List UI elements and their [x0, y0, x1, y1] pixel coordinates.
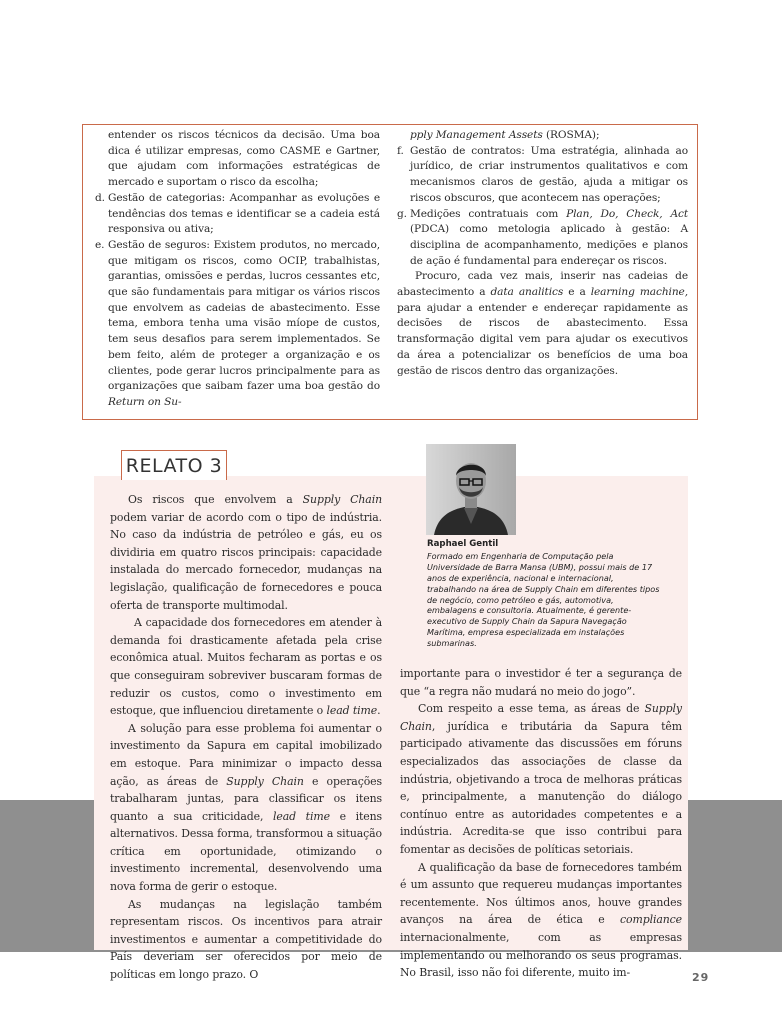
top-text-box: [82, 124, 698, 420]
relato-paragraph-2: A capacidade dos fornecedores em atender à demanda foi drasticamente afetada pela crise econômica atual. Muitos fecharam as portas e os que conseguiram sobreviver buscaram formas de reduzir os custos, como o investimento em estoque, que influenciou diretamente o lead time.: [110, 616, 382, 718]
list-item-d: d. Gestão de categorias: Acompanhar as evoluções e tendências dos temas e identificar se a cadeia está responsiva ou ativa;: [95, 191, 380, 236]
author-photo: [426, 444, 516, 535]
relato-paragraph-5: importante para o investidor é ter a segurança de que “a regra não mudará no meio do jogo”.: [400, 667, 682, 698]
author-description: Formado em Engenharia de Computação pela Universidade de Barra Mansa (UBM), possui mais de 17 anos de experiência, nacional e internacional, trabalhando na área de Supply Chain em diferentes tipos de negócio, como petróleo e gás, automotiva, embalagens e consultoria. Atualmente, é gerente-executivo de Supply Chain da Sapura Navegação Marítima, empresa especializada em instalações submarinas.: [427, 550, 660, 649]
relato-paragraph-6: Com respeito a esse tema, as áreas de Supply Chain, jurídica e tributária da Sapura têm participado ativamente das discussões em fóruns especializados das associações de classe da indústria, objetivando a troca de melhoras práticas e, principalmente, a manutenção do diálogo contínuo entre as autoridades competentes e a indústria. Acredita-se que isso contribui para fomentar as decisões de políticas setoriais.: [400, 702, 682, 856]
relato-paragraph-4: As mudanças na legislação também representam riscos. Os incentivos para atrair investimentos e aumentar a competitividade do País deveriam ser oferecidos por meio de políticas em longo prazo. O: [110, 897, 382, 982]
portrait-image: [426, 444, 516, 535]
relato-heading: RELATO 3: [121, 450, 227, 480]
list-item-f: f. Gestão de contratos: Uma estratégia, alinhada ao jurídico, de criar instrumentos qualitativos e com mecanismos claros de gestão, ajuda a mitigar os riscos obscuros, que acontecem nas operações;: [397, 144, 688, 204]
page-number: 29: [692, 971, 710, 984]
closing-paragraph: Procuro, cada vez mais, inserir nas cadeias de abastecimento a data analitics e a learning machine, para ajudar a entender e endereçar rapidamente as decisões de riscos de abastecimento. Essa transformação digital vem para ajudar os executivos da área a potencializar os benefícios de uma boa gestão de riscos dentro das organizações.: [397, 270, 688, 377]
relato-right-column: [400, 665, 682, 982]
author-bio: [427, 539, 663, 649]
continued-item: pply Management Assets (ROSMA);: [410, 129, 600, 141]
author-name: Raphael Gentil: [427, 539, 499, 549]
continued-paragraph: entender os riscos técnicos da decisão. Uma boa dica é utilizar empresas, como CASME e Gartner, que ajudam com informações estratégicas de mercado e suportam o risco da escolha;: [108, 129, 380, 189]
relato-paragraph-3: A solução para esse problema foi aumentar o investimento da Sapura em capital imobilizado em estoque. Para minimizar o impacto dessa ação, as áreas de Supply Chain e operações trabalharam juntas, para classificar os itens quanto a sua criticidade, lead time e itens alternativos. Dessa forma, transformou a situação crítica em oportunidade, otimizando o investimento incremental, desenvolvendo uma nova forma de gerir o estoque.: [110, 721, 382, 894]
relato-paragraph-1: Os riscos que envolvem a Supply Chain podem variar de acordo com o tipo de indústria. No caso da indústria de petróleo e gás, eu os dividiria em quatro riscos principais: capacidade instalada do mercado fornecedor, mudanças na legislação, qualificação de fornecedores e pouca oferta de transporte multimodal.: [110, 493, 382, 612]
relato-left-column: [110, 491, 382, 984]
list-item-e: e. Gestão de seguros: Existem produtos, no mercado, que mitigam os riscos, como OCIP, trabalhistas, garantias, omissões e perdas, lucros cessantes etc, que são fundamentais para mitigar os vários riscos que envolvem as cadeias de abastecimento. Esse tema, embora tenha uma visão míope de custos, tem seus desafios para serem implementados. Se bem feito, além de proteger a organização e os clientes, pode gerar lucros principalmente para as organizações que saibam fazer uma boa gestão do Return on Su-: [95, 238, 380, 408]
list-item-g: g. Medições contratuais com Plan, Do, Check, Act (PDCA) como metologia aplicado à gestão: A disciplina de acompanhamento, medições e planos de ação é fundamental para endereçar os riscos.: [397, 207, 688, 267]
relato-paragraph-7: A qualificação da base de fornecedores também é um assunto que requereu mudanças importantes recentemente. Nos últimos anos, houve grandes avanços na área de ética e compliance internacionalmente, com as empresas implementando ou melhorando os seus programas. No Brasil, isso não foi diferente, muito im-: [400, 860, 682, 980]
top-right-column: [397, 128, 688, 379]
top-left-column: [95, 128, 380, 411]
